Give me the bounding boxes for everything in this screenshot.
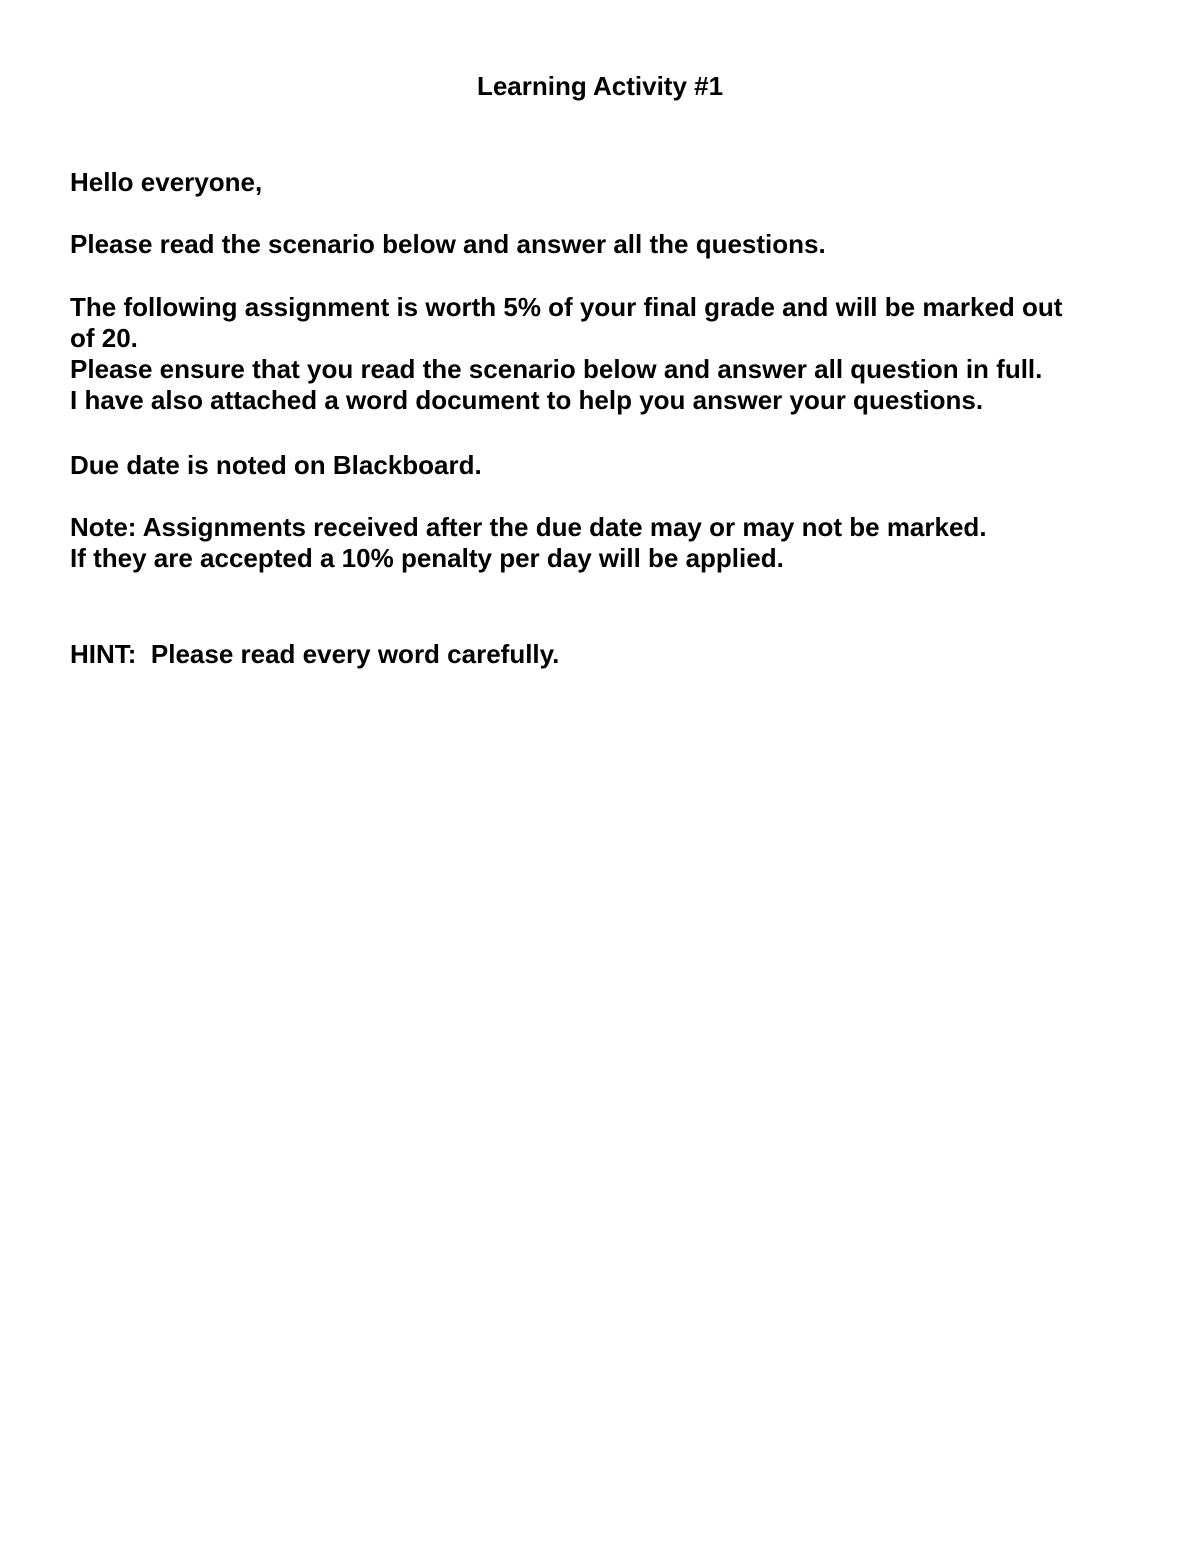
note-line: Note: Assignments received after the due date may or may not be marked. xyxy=(70,512,987,542)
page-title: Learning Activity #1 xyxy=(476,71,724,101)
instruction-paragraph xyxy=(70,229,1140,260)
instruction-text: Please read the scenario below and answer all the questions. xyxy=(70,229,826,259)
greeting-text: Hello everyone, xyxy=(70,167,263,197)
assignment-info-line: The following assignment is worth 5% of your final grade and will be marked out xyxy=(70,292,1063,322)
assignment-info-line: I have also attached a word document to help you answer your questions. xyxy=(70,385,984,415)
greeting xyxy=(70,167,1140,198)
assignment-info-line: of 20. xyxy=(70,323,138,353)
assignment-info-line: Please ensure that you read the scenario below and answer all question in full. xyxy=(70,354,1043,384)
due-date-text: Due date is noted on Blackboard. xyxy=(70,450,482,480)
note-paragraph xyxy=(70,512,1140,574)
hint-paragraph xyxy=(70,639,1140,670)
hint-text: HINT: Please read every word carefully. xyxy=(70,639,560,669)
assignment-info-paragraph xyxy=(70,292,1140,416)
due-date-paragraph xyxy=(70,450,1140,481)
note-line: If they are accepted a 10% penalty per day will be applied. xyxy=(70,543,784,573)
